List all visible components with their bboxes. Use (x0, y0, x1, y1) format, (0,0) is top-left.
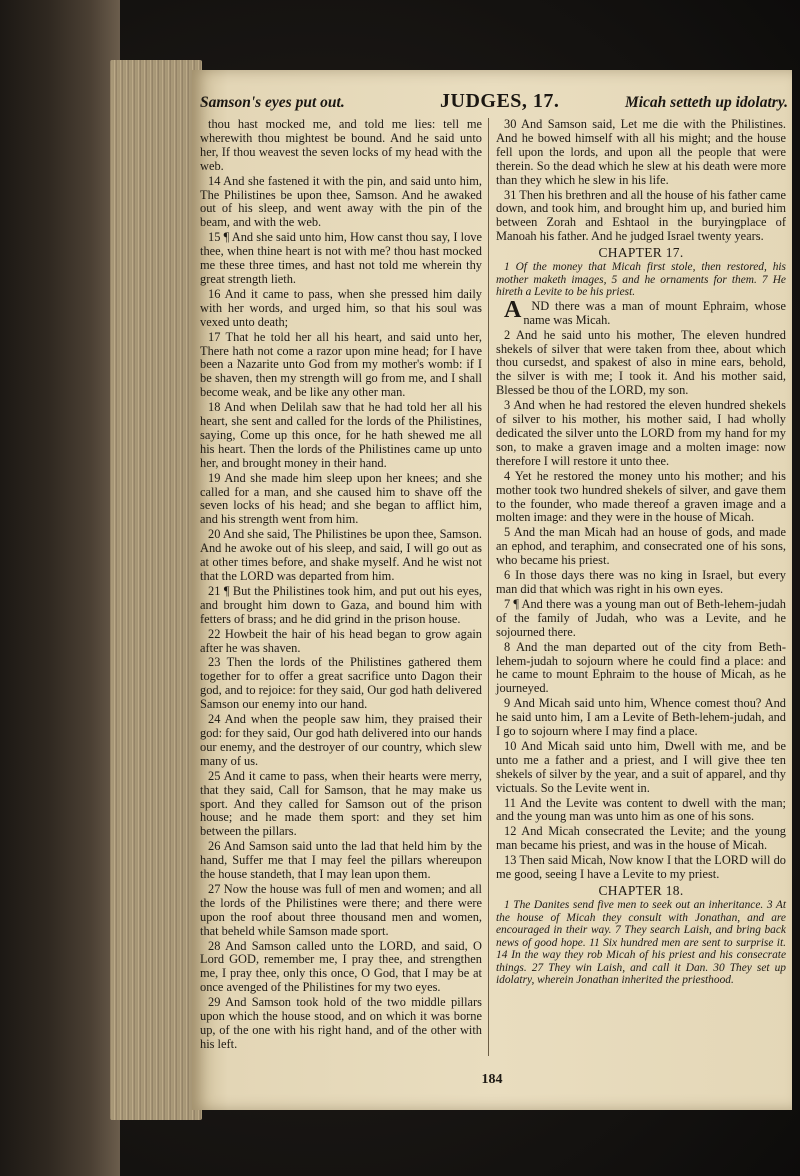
verse: 21 ¶ But the Philistines took him, and put out his eyes, and brought him down to Gaza, and bound him with fetters of brass; and he did grind in the prison house. (200, 583, 482, 626)
page-edges (110, 60, 202, 1120)
verse: 19 And she made him sleep upon her knees; and she called for a man, and she caused him to shave off the seven locks of his head; and she began to afflict him, and his strength went from him. (200, 470, 482, 527)
verse: 5 And the man Micah had an house of gods, and made an ephod, and teraphim, and consecrated one of his sons, who became his priest. (496, 525, 786, 568)
verse: 9 And Micah said unto him, Whence comest thou? And he said unto him, I am a Levite of Beth-lehem-judah, and I go to sojourn where I may find a place. (496, 696, 786, 739)
verse: 22 Howbeit the hair of his head began to grow again after he was shaven. (200, 626, 482, 655)
book-binding (0, 0, 120, 1176)
verse: 10 And Micah said unto him, Dwell with me, and be unto me a father and a priest, and I will give thee ten shekels of silver by the year, and a suit of apparel, and thy victuals. So the Levite went in. (496, 738, 786, 795)
verse: 11 And the Levite was content to dwell with the man; and the young man was unto him as one of his sons. (496, 795, 786, 824)
verse: 20 And she said, The Philistines be upon thee, Samson. And he awoke out of his sleep, and said, I will go out as at other times before, and shake myself. And he wist not that the LORD was departed from him. (200, 527, 482, 583)
verse: 30 And Samson said, Let me die with the Philistines. And he bowed himself with all his might; and the house fell upon the lords, and upon all the people that were therein. So the dead which he slew at his death were more than they which he slew in his life. (496, 117, 786, 187)
verse: 27 Now the house was full of men and women; and all the lords of the Philistines were there; and there were upon the roof about three thousand men and women, that beheld while Samson made sport. (200, 881, 482, 938)
verse: 28 And Samson called unto the LORD, and said, O Lord GOD, remember me, I pray thee, and strengthen me, I pray thee, only this once, O God, that I may be at once avenged of the Philistines for my two eyes. (200, 938, 482, 995)
verse: 12 And Micah consecrated the Levite; and the young man became his priest, and was in the house of Micah. (496, 824, 786, 853)
verse: 29 And Samson took hold of the two middle pillars upon which the house stood, and on which it was borne up, of the one with his right hand, and of the other with his left. (200, 995, 482, 1051)
verse: 16 And it came to pass, when she pressed him daily with her words, and urged him, so that his soul was vexed unto death; (200, 286, 482, 329)
page-number: 184 (481, 1072, 503, 1087)
verse: thou hast mocked me, and told me lies: tell me wherewith thou mightest be bound. And he said unto her, If thou weavest the seven locks of my head with the web. (200, 117, 482, 173)
verse: 7 ¶ And there was a young man out of Beth-lehem-judah of the family of Judah, who was a Levite, and he sojourned there. (496, 596, 786, 639)
verse: 17 That he told her all his heart, and said unto her, There hath not come a razor upon mine head; for I have been a Nazarite unto God from my mother's womb: if I be shaven, then my strength will go from me, and I shall become weak, and be like any other man. (200, 329, 482, 400)
chapter-18-heading: CHAPTER 18. (598, 883, 684, 898)
bible-page (192, 70, 792, 1110)
verse: 8 And the man departed out of the city from Beth-lehem-judah to sojourn where he could find a place: and he came to mount Ephraim to the house of Micah, as he journeyed. (496, 639, 786, 696)
left-column (200, 118, 482, 1053)
verse: 2 And he said unto his mother, The eleven hundred shekels of silver that were taken from thee, about which thou cursedst, and spakest of also in mine ears, behold, the silver is with me; I took it. And his mother said, Blessed be thou of the LORD, my son. (496, 327, 786, 398)
verse: 26 And Samson said unto the lad that held him by the hand, Suffer me that I may feel the pillars whereupon the house standeth, that I may lean upon them. (200, 839, 482, 882)
verse: 14 And she fastened it with the pin, and said unto him, The Philistines be upon thee, Samson. And he awaked out of his sleep, and went away with the pin of the beam, and with the web. (200, 173, 482, 230)
verse: AND there was a man of mount Ephraim, whose name was Micah. (504, 296, 786, 327)
verse: 15 ¶ And she said unto him, How canst thou say, I love thee, when thine heart is not with me? thou hast mocked me these three times, and hast not told me wherein thy great strength lieth. (200, 230, 482, 286)
verse: 3 And when he had restored the eleven hundred shekels of silver to his mother, his mother said, I had wholly dedicated the silver unto the LORD from my hand for my son, to make a graven image and a molten image: now therefore I will restore it unto thee. (496, 398, 786, 468)
chapter-18-summary: 1 The Danites send five men to seek out an inheritance. 3 At the house of Micah they consult with Jonathan, and are encouraged in their way. 7 They search Laish, and bring back news of good hope. 11 Six hundred men are sent to surprise it. 14 In the way they rob Micah of his priest and his consecrate things. 27 They win Laish, and call it Dan. 30 They set up idolatry, wherein Jonathan inherited the priesthood. (496, 898, 786, 987)
running-head-book-chapter: JUDGES, 17. (440, 90, 560, 112)
verse: 24 And when the people saw him, they praised their god: for they said, Our god hath delivered into our hands our enemy, and the destroyer of our country, which slew many of us. (200, 712, 482, 768)
chapter-17-summary: 1 Of the money that Micah first stole, then restored, his mother maketh images, 5 and he ornaments for them. 7 He hireth a Levite to be his priest. (496, 261, 786, 299)
verse: 23 Then the lords of the Philistines gathered them together for to offer a great sacrifice unto Dagon their god, and to rejoice: for they said, Our god hath delivered Samson our enemy into our hand. (200, 655, 482, 712)
running-head-left: Samson's eyes put out. (200, 94, 345, 111)
verse: 4 Yet he restored the money unto his mother; and his mother took two hundred shekels of silver, and gave them to the founder, who made thereof a graven image and a molten image: and they were in the house of Micah. (496, 468, 786, 525)
chapter-17-heading: CHAPTER 17. (598, 245, 684, 261)
right-column (496, 118, 786, 988)
verse: 6 In those days there was no king in Israel, but every man did that which was right in his own eyes. (496, 568, 786, 596)
running-head (200, 90, 788, 112)
running-head-right: Micah setteth up idolatry. (624, 94, 788, 111)
verse: 18 And when Delilah saw that he had told her all his heart, she sent and called for the lords of the Philistines, saying, Come up this once, for he hath shewed me all his heart. Then the lords of the Philistines came up unto her, and brought money in their hand. (200, 400, 482, 470)
column-divider (488, 118, 489, 1056)
verse: 13 Then said Micah, Now know I that the LORD will do me good, seeing I have a Levite to my priest. (496, 853, 786, 882)
verse: 31 Then his brethren and all the house of his father came down, and took him, and brought him up, and buried him between Zorah and Eshtaol in the buryingplace of Manoah his father. And he judged Israel twenty years. (496, 187, 786, 244)
verse: 25 And it came to pass, when their hearts were merry, that they said, Call for Samson, that he may make us sport. And they called for Samson out of the prison house; and he made them sport: and they set him between the pillars. (200, 768, 482, 839)
